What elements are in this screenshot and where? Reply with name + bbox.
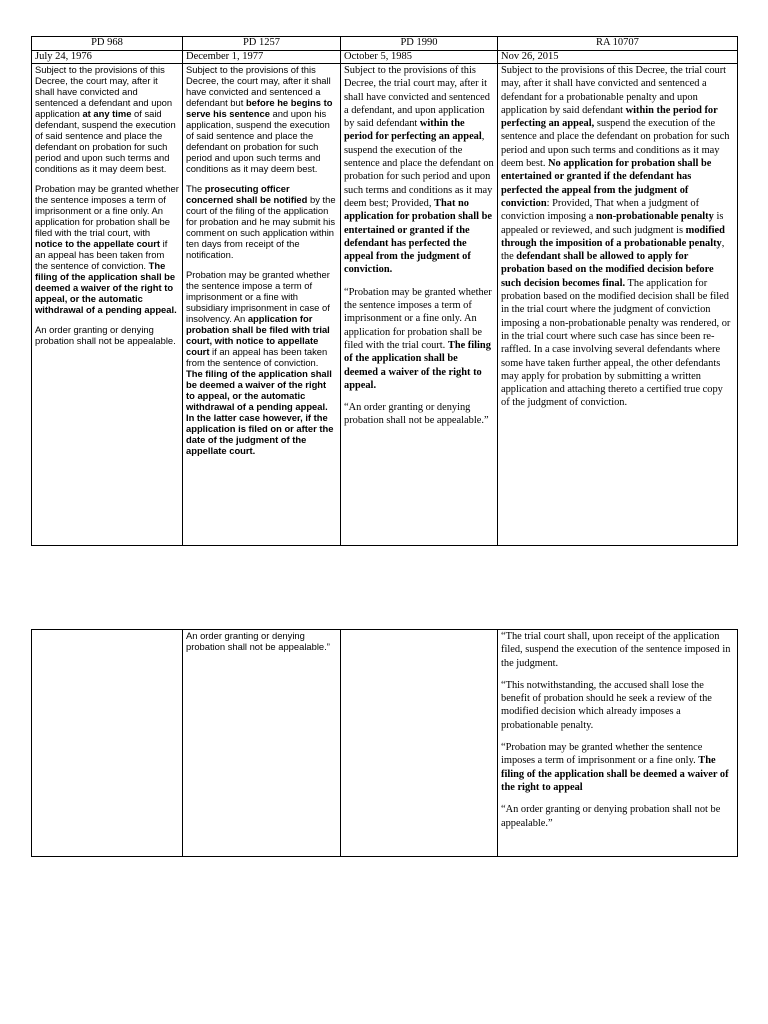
header-row	[32, 37, 738, 51]
text-run: , suspend the execution of the sentence and place the defendant on probation for such period and upon such terms and conditions as it may deem best; Provided,	[344, 131, 494, 209]
provision-ra-10707	[498, 64, 738, 546]
paragraph	[35, 64, 179, 174]
text-run: The	[186, 183, 205, 194]
text-run: “An order granting or denying probation shall not be appealable.”	[344, 402, 489, 427]
text-run: “Probation may be granted whether the sentence imposes a term of imprisonment or a fine only. An application for probation shall be filed with the trial court.	[344, 286, 492, 351]
date-ra-10707: Nov 26, 2015	[498, 51, 738, 64]
text-run: if an appeal has been taken from the sentence of conviction.	[35, 238, 168, 271]
continuation-pd-1257	[183, 630, 341, 857]
text-run: “An order granting or denying probation shall not be appealable.”	[501, 804, 721, 829]
text-run: Probation may be granted whether the sentence impose a term of imprisonment or a fine with subsidiary imprisonment in case of insolvency. An	[186, 269, 330, 324]
bold-text: within the period for perfecting an appeal	[344, 118, 482, 143]
continuation-table	[31, 629, 738, 857]
bold-text: prosecuting officer concerned shall be notified	[186, 183, 308, 205]
text-run: by the court of the filing of the application for probation and he may submit his comment on such application within ten days from receipt of the notification.	[186, 194, 336, 260]
text-run: Subject to the provisions of this Decree, the court may, after it shall have convicted and sentenced a defendant and upon application	[35, 64, 173, 119]
bold-text: No application for probation shall be entertained or granted if the defendant has perfected the appeal from the judgment of conviction	[501, 158, 712, 209]
bold-text: before he begins to serve his sentence	[186, 97, 333, 119]
header-pd-1990: PD 1990	[341, 37, 498, 51]
text-run: is appealed or reviewed, and such judgment is	[501, 211, 724, 236]
bold-text: notice to the appellate court	[35, 238, 161, 249]
bold-text: at any time	[82, 108, 132, 119]
provision-pd-1990	[341, 64, 498, 546]
text-run: Subject to the provisions of this Decree, the trial court may, after it shall have convicted and sentenced a defendant for a probationable penalty and upon application by said defendant	[501, 65, 727, 116]
text-run: Probation may be granted whether the sentence imposes a term of imprisonment or a fine only. An application for probation shall be filed with the trial court, with	[35, 183, 179, 238]
text-run: : Provided, That when a judgment of conviction imposing a	[501, 197, 700, 223]
paragraph	[344, 286, 494, 392]
date-pd-1990: October 5, 1985	[341, 51, 498, 64]
text-run: The application for probation based on the modified decision shall be filed in the trial court where the judgment of conviction imposing a non-probationable penalty was rendered, or in the trial court where such case has since been re-raffled. In a case involving several defendants where some have taken further appeal, the other defendants may apply for probation by submitting a written application and attaching thereto a certified true copy of the judgment of conviction.	[501, 277, 731, 409]
text-run: suspend the execution of the sentence and place the defendant on probation for such period and upon such terms and conditions as it may deem best.	[501, 118, 730, 170]
bold-text: The filing of the application shall be deemed a waiver of the right to appeal, or the automatic withdrawal of a pending appeal. In the latter case however, if the application is filed on or after the date of the judgment of the appellate court.	[186, 368, 334, 456]
text-run: if an appeal has been taken from the sentence of conviction.	[186, 346, 328, 368]
text-run: of said defendant, suspend the execution of said sentence and place the defendant on probation for such period and upon such terms and conditions as it may deem best.	[35, 108, 176, 174]
text-run: “The trial court shall, upon receipt of the application filed, suspend the execution of the sentence imposed in the judgment.	[501, 631, 731, 669]
paragraph	[501, 803, 734, 830]
date-pd-1257: December 1, 1977	[183, 51, 341, 64]
continuation-ra-10707	[498, 630, 738, 857]
bold-text: That no application for probation shall be entertained or granted if the defendant has perfected the appeal from the judgment of conviction.	[344, 197, 493, 276]
header-pd-968: PD 968	[32, 37, 183, 51]
paragraph	[501, 64, 734, 410]
text-run: An order granting or denying probation shall not be appealable.	[35, 324, 176, 346]
bold-text: The filing of the application shall be deemed a waiver of the right to appeal.	[344, 339, 491, 391]
provision-pd-968	[32, 64, 183, 546]
provision-pd-1257	[183, 64, 341, 546]
date-pd-968: July 24, 1976	[32, 51, 183, 64]
header-pd-1257: PD 1257	[183, 37, 341, 51]
paragraph	[186, 269, 337, 456]
paragraph	[344, 401, 494, 428]
paragraph	[186, 183, 337, 260]
text-run: “This notwithstanding, the accused shall lose the benefit of probation should he seek a review of the modified decision which already imposes a probationable penalty.	[501, 679, 712, 731]
bold-text: within the period for perfecting an appeal,	[501, 104, 718, 130]
bold-text: non-probationable penalty	[595, 211, 714, 223]
paragraph	[35, 324, 179, 346]
header-ra-10707: RA 10707	[498, 37, 738, 51]
bold-text: The filing of the application shall be deemed a waiver of the right to appeal	[501, 755, 729, 793]
paragraph	[501, 679, 734, 732]
bold-text: modified through the imposition of a probationable penalty	[501, 224, 725, 249]
text-run: , the	[501, 237, 725, 263]
text-run: An order granting or denying probation shall not be appealable.”	[186, 630, 330, 652]
bold-text: The filing of the application shall be deemed a waiver of the right to appeal, or the automatic withdrawal of a pending appeal.	[35, 260, 177, 315]
continuation-row	[32, 630, 738, 857]
text-run: Subject to the provisions of this Decree, the court may, after it shall have convicted and sentenced a defendant but	[186, 64, 331, 108]
date-row	[32, 51, 738, 64]
paragraph	[501, 741, 734, 794]
continuation-pd-1990	[341, 630, 498, 857]
paragraph	[186, 64, 337, 174]
bold-text: application for probation shall be filed with trial court, with notice to appellate court	[186, 313, 330, 357]
comparison-table	[31, 36, 738, 546]
body-row	[32, 64, 738, 546]
text-run: and upon his application, suspend the execution of said sentence and place the defendant on probation for such period and upon such terms and conditions as it may deem best.	[186, 108, 330, 174]
text-run: “Probation may be granted whether the sentence imposes a term of imprisonment or a fine only.	[501, 742, 703, 767]
paragraph	[35, 183, 179, 315]
bold-text: defendant shall be allowed to apply for probation based on the modified decision before such decision becomes final.	[501, 251, 714, 289]
paragraph	[501, 630, 734, 670]
paragraph	[344, 64, 494, 277]
paragraph	[186, 630, 337, 652]
continuation-pd-968	[32, 630, 183, 857]
text-run: Subject to the provisions of this Decree, the trial court may, after it shall have convicted and sentenced a defendant, and upon application by said defendant	[344, 65, 490, 130]
